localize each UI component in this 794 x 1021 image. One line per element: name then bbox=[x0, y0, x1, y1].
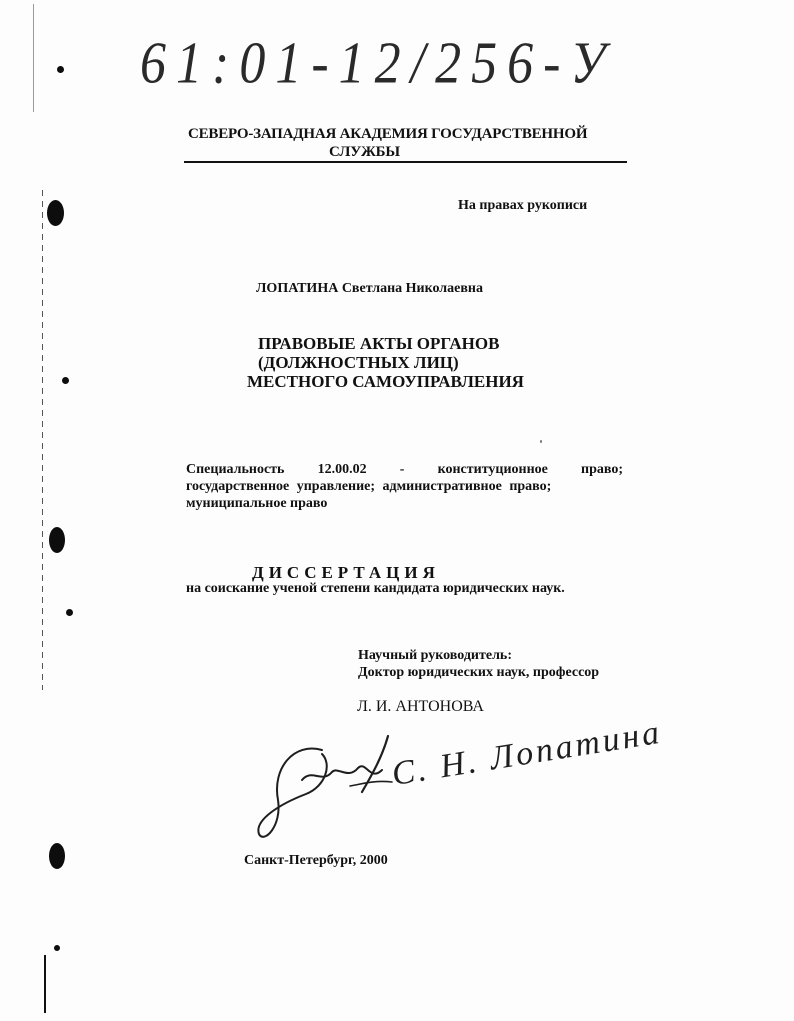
supervisor-name: Л. И. АНТОНОВА bbox=[357, 698, 484, 715]
scan-dot-3 bbox=[66, 609, 73, 616]
work-type: ДИССЕРТАЦИЯ bbox=[252, 563, 440, 582]
specialty-line1: Специальность 12.00.02 - конституционное право; bbox=[186, 462, 623, 477]
signature: С. Н. Лопатина bbox=[389, 713, 665, 793]
title-line3: МЕСТНОГО САМОУПРАВЛЕНИЯ bbox=[247, 372, 524, 391]
rights-note: На правах рукописи bbox=[458, 198, 588, 213]
punch-hole-top bbox=[47, 200, 64, 226]
signature-flourish bbox=[250, 722, 400, 852]
punch-hole-middle bbox=[49, 527, 65, 553]
supervisor-degree: Доктор юридических наук, профессор bbox=[358, 665, 600, 680]
punch-hole-bottom bbox=[49, 843, 65, 869]
institution-name-line2: СЛУЖБЫ bbox=[329, 144, 400, 160]
scan-edge-line-middle bbox=[42, 190, 43, 690]
institution-name-line1: СЕВЕРО-ЗАПАДНАЯ АКАДЕМИЯ ГОСУДАРСТВЕННОЙ bbox=[188, 126, 588, 142]
scan-edge-line-bottom bbox=[44, 955, 46, 1013]
archive-number: 61:01-12/256-У bbox=[140, 30, 616, 97]
scan-dot-1 bbox=[57, 66, 64, 73]
scan-speck bbox=[540, 440, 542, 443]
author-name: ЛОПАТИНА Светлана Николаевна bbox=[256, 281, 484, 296]
scan-edge-line-top bbox=[33, 4, 34, 112]
degree-sought: на соискание ученой степени кандидата юридических наук. bbox=[186, 581, 565, 596]
specialty-line3: муниципальное право bbox=[186, 496, 328, 511]
specialty-line2: государственное управление; административное право; bbox=[186, 479, 552, 494]
title-line2: (ДОЛЖНОСТНЫХ ЛИЦ) bbox=[258, 353, 459, 372]
supervisor-label: Научный руководитель: bbox=[358, 648, 512, 663]
scan-dot-4 bbox=[54, 945, 60, 951]
scan-dot-2 bbox=[62, 377, 69, 384]
header-underline bbox=[184, 161, 627, 163]
title-line1: ПРАВОВЫЕ АКТЫ ОРГАНОВ bbox=[258, 334, 500, 353]
city-year: Санкт-Петербург, 2000 bbox=[244, 853, 388, 868]
